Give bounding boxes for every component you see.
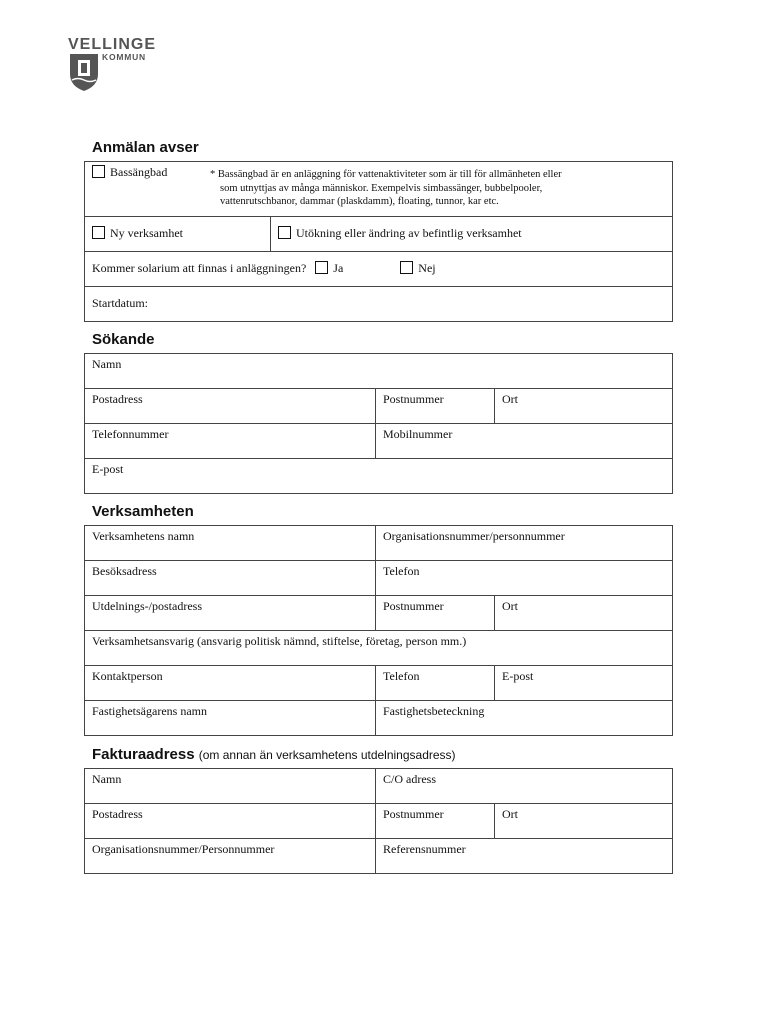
verksamhetsansvarig-label: Verksamhetsansvarig (ansvarig politisk nämnd, stiftelse, företag, person mm.) bbox=[92, 634, 467, 648]
verksamhet-orgnr-field[interactable] bbox=[376, 526, 673, 561]
besoksadress-label: Besöksadress bbox=[92, 564, 157, 578]
startdatum-field[interactable] bbox=[85, 287, 673, 322]
utokning-cell bbox=[271, 217, 673, 252]
coat-of-arms-icon bbox=[68, 52, 100, 92]
faktura-postnummer-field[interactable] bbox=[376, 804, 495, 839]
verksamhet-ort-label: Ort bbox=[502, 599, 518, 613]
faktura-referens-label: Referensnummer bbox=[383, 842, 466, 856]
bassangbad-label: Bassängbad bbox=[110, 165, 168, 179]
logo-text-vellinge: VELLINGE bbox=[68, 36, 157, 53]
note-line: vattenrutschbanor, dammar (plaskdamm), floating, tunnor, kar etc. bbox=[220, 196, 499, 207]
utokning-label: Utökning eller ändring av befintlig verksamhet bbox=[296, 226, 522, 240]
faktura-postnummer-label: Postnummer bbox=[383, 807, 444, 821]
section-title-verksamheten: Verksamheten bbox=[92, 503, 194, 520]
sokande-namn-label: Namn bbox=[92, 357, 122, 371]
faktura-subtitle: (om annan än verksamhetens utdelningsadress) bbox=[198, 748, 456, 762]
verksamhet-postnummer-field[interactable] bbox=[376, 596, 495, 631]
verksamhet-telefon-label: Telefon bbox=[383, 564, 420, 578]
faktura-namn-field[interactable] bbox=[85, 769, 376, 804]
solarium-ja-label: Ja bbox=[333, 261, 344, 275]
faktura-co-label: C/O adress bbox=[383, 772, 436, 786]
sokande-epost-label: E-post bbox=[92, 462, 124, 476]
sokande-ort-label: Ort bbox=[502, 392, 518, 406]
utokning-checkbox[interactable] bbox=[278, 226, 291, 239]
verksamhet-namn-field[interactable] bbox=[85, 526, 376, 561]
faktura-namn-label: Namn bbox=[92, 772, 122, 786]
note-line: som utnyttjas av många människor. Exempelvis simbassänger, bubbelpooler, bbox=[220, 182, 543, 194]
faktura-postadress-label: Postadress bbox=[92, 807, 143, 821]
sokande-namn-field[interactable] bbox=[85, 354, 673, 389]
note-line: * Bassängbad är en anläggning för vattenaktiviteter som är till för allmänheten eller bbox=[210, 169, 562, 180]
faktura-ort-field[interactable] bbox=[495, 804, 673, 839]
section-title-faktura bbox=[92, 746, 456, 763]
kontakt-epost-field[interactable] bbox=[495, 666, 673, 701]
sokande-postnummer-field[interactable] bbox=[376, 389, 495, 424]
bassangbad-checkbox[interactable] bbox=[92, 165, 105, 178]
vellinge-logo bbox=[66, 36, 166, 94]
sokande-epost-field[interactable] bbox=[85, 459, 673, 494]
ny-verksamhet-label: Ny verksamhet bbox=[110, 226, 183, 240]
logo-text-kommun: KOMMUN bbox=[102, 52, 146, 62]
kontaktperson-label: Kontaktperson bbox=[92, 669, 163, 683]
fastighetsbeteckning-label: Fastighetsbeteckning bbox=[383, 704, 485, 718]
verksamhet-orgnr-label: Organisationsnummer/personnummer bbox=[383, 529, 565, 543]
faktura-co-field[interactable] bbox=[376, 769, 673, 804]
faktura-title: Fakturaadress bbox=[92, 746, 195, 763]
faktura-orgnr-label: Organisationsnummer/Personnummer bbox=[92, 842, 275, 856]
faktura-orgnr-field[interactable] bbox=[85, 839, 376, 874]
besoksadress-field[interactable] bbox=[85, 561, 376, 596]
verksamhetsansvarig-field[interactable] bbox=[85, 631, 673, 666]
verksamhet-postnummer-label: Postnummer bbox=[383, 599, 444, 613]
fastighetsagare-field[interactable] bbox=[85, 701, 376, 736]
faktura-table bbox=[84, 768, 673, 874]
faktura-postadress-field[interactable] bbox=[85, 804, 376, 839]
utdelningsadress-label: Utdelnings-/postadress bbox=[92, 599, 202, 613]
bassangbad-note bbox=[210, 168, 650, 209]
verksamheten-table bbox=[84, 525, 673, 736]
sokande-telefonnummer-field[interactable] bbox=[85, 424, 376, 459]
sokande-postadress-field[interactable] bbox=[85, 389, 376, 424]
section-title-anmalan: Anmälan avser bbox=[92, 139, 199, 156]
utdelningsadress-field[interactable] bbox=[85, 596, 376, 631]
solarium-nej-label: Nej bbox=[418, 261, 436, 275]
kontakt-telefon-field[interactable] bbox=[376, 666, 495, 701]
section-title-sokande: Sökande bbox=[92, 331, 155, 348]
startdatum-label: Startdatum: bbox=[92, 296, 148, 310]
solarium-ja-checkbox[interactable] bbox=[315, 261, 328, 274]
sokande-mobilnummer-label: Mobilnummer bbox=[383, 427, 453, 441]
kontakt-epost-label: E-post bbox=[502, 669, 534, 683]
sokande-postnummer-label: Postnummer bbox=[383, 392, 444, 406]
faktura-ort-label: Ort bbox=[502, 807, 518, 821]
solarium-row bbox=[85, 252, 673, 287]
solarium-nej-checkbox[interactable] bbox=[400, 261, 413, 274]
sokande-mobilnummer-field[interactable] bbox=[376, 424, 673, 459]
fastighetsbeteckning-field[interactable] bbox=[376, 701, 673, 736]
kontakt-telefon-label: Telefon bbox=[383, 669, 420, 683]
sokande-telefonnummer-label: Telefonnummer bbox=[92, 427, 169, 441]
ny-verksamhet-checkbox[interactable] bbox=[92, 226, 105, 239]
sokande-table bbox=[84, 353, 673, 494]
ny-verksamhet-cell bbox=[85, 217, 271, 252]
sokande-postadress-label: Postadress bbox=[92, 392, 143, 406]
fastighetsagare-label: Fastighetsägarens namn bbox=[92, 704, 207, 718]
verksamhet-ort-field[interactable] bbox=[495, 596, 673, 631]
verksamhet-namn-label: Verksamhetens namn bbox=[92, 529, 195, 543]
kontaktperson-field[interactable] bbox=[85, 666, 376, 701]
verksamhet-telefon-field[interactable] bbox=[376, 561, 673, 596]
sokande-ort-field[interactable] bbox=[495, 389, 673, 424]
solarium-question: Kommer solarium att finnas i anläggningen? bbox=[92, 261, 307, 275]
faktura-referens-field[interactable] bbox=[376, 839, 673, 874]
